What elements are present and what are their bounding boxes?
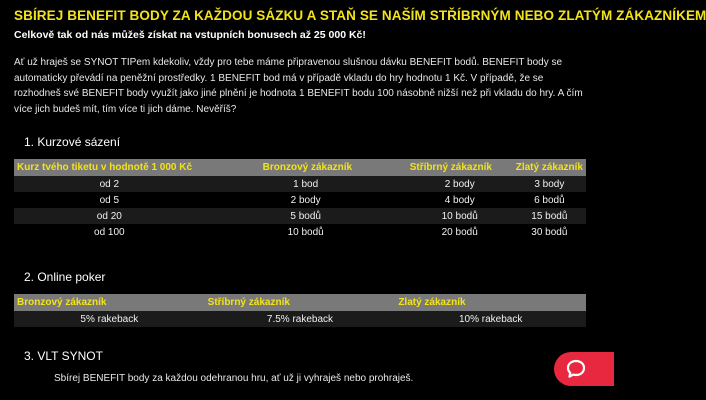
table-cell: 15 bodů xyxy=(513,208,586,224)
table-cell: od 2 xyxy=(14,176,205,192)
page-subheading: Celkově tak od nás můžeš získat na vstupních bonusech až 25 000 Kč! xyxy=(14,29,366,41)
section-title-poker: 2. Online poker xyxy=(24,270,106,284)
table-cell: 1 bod xyxy=(205,176,407,192)
table-header-row xyxy=(14,159,586,176)
chat-button[interactable] xyxy=(554,352,614,386)
table-cell: 10 bodů xyxy=(407,208,513,224)
column-header: Stříbrný zákazník xyxy=(205,294,396,311)
table-row xyxy=(14,224,586,240)
table-cell: 2 body xyxy=(205,192,407,208)
table-row xyxy=(14,192,586,208)
table-cell: 30 bodů xyxy=(513,224,586,240)
kurzove-table xyxy=(14,159,586,240)
poker-table xyxy=(14,294,586,327)
table-cell: 4 body xyxy=(407,192,513,208)
column-header: Bronzový zákazník xyxy=(205,159,407,176)
table-row xyxy=(14,176,586,192)
table-cell: 6 bodů xyxy=(513,192,586,208)
table-cell: 20 bodů xyxy=(407,224,513,240)
section-title-vlt: 3. VLT SYNOT xyxy=(24,349,103,363)
table-cell: 5 bodů xyxy=(205,208,407,224)
table-cell: 10 bodů xyxy=(205,224,407,240)
intro-paragraph: Ať už hraješ se SYNOT TIPem kdekoliv, vždy pro tebe máme připravenou slušnou dávku BENEFIT bodů. BENEFIT body se automaticky převádí na peněžní prostředky. 1 BENEFIT bod má v případě vkladu do hry hodnotu 1 Kč. V případě, že se rozhodneš své BENEFIT body využít jako jiné plnění je hodnota 1 BENEFIT bodu 100 násobně nižší než při vkladu do hry. A čím více jich budeš mít, tím více ti jich dáme. Nevěříš? xyxy=(14,57,583,115)
table-cell: od 5 xyxy=(14,192,205,208)
table-cell: od 100 xyxy=(14,224,205,240)
column-header: Stříbrný zákazník xyxy=(407,159,513,176)
column-header: Zlatý zákazník xyxy=(395,294,586,311)
vlt-description: Sbírej BENEFIT body za každou odehranou hru, ať už ji vyhraješ nebo prohraješ. xyxy=(54,373,414,384)
table-cell: 10% rakeback xyxy=(395,311,586,327)
table-cell: 7.5% rakeback xyxy=(205,311,396,327)
table-row xyxy=(14,311,586,327)
page-heading: SBÍREJ BENEFIT BODY ZA KAŽDOU SÁZKU A STAŇ SE NAŠÍM STŘÍBRNÝM NEBO ZLATÝM ZÁKAZNÍKEM xyxy=(14,8,706,23)
section-title-kurzove: 1. Kurzové sázení xyxy=(24,135,121,149)
table-cell: 2 body xyxy=(407,176,513,192)
column-header: Bronzový zákazník xyxy=(14,294,205,311)
table-header-row xyxy=(14,294,586,311)
table-cell: 3 body xyxy=(513,176,586,192)
table-cell: od 20 xyxy=(14,208,205,224)
column-header: Zlatý zákazník xyxy=(513,159,586,176)
chat-bubble-icon xyxy=(566,359,586,379)
table-row xyxy=(14,208,586,224)
table-cell: 5% rakeback xyxy=(14,311,205,327)
column-header: Kurz tvého tiketu v hodnotě 1 000 Kč xyxy=(14,159,205,176)
